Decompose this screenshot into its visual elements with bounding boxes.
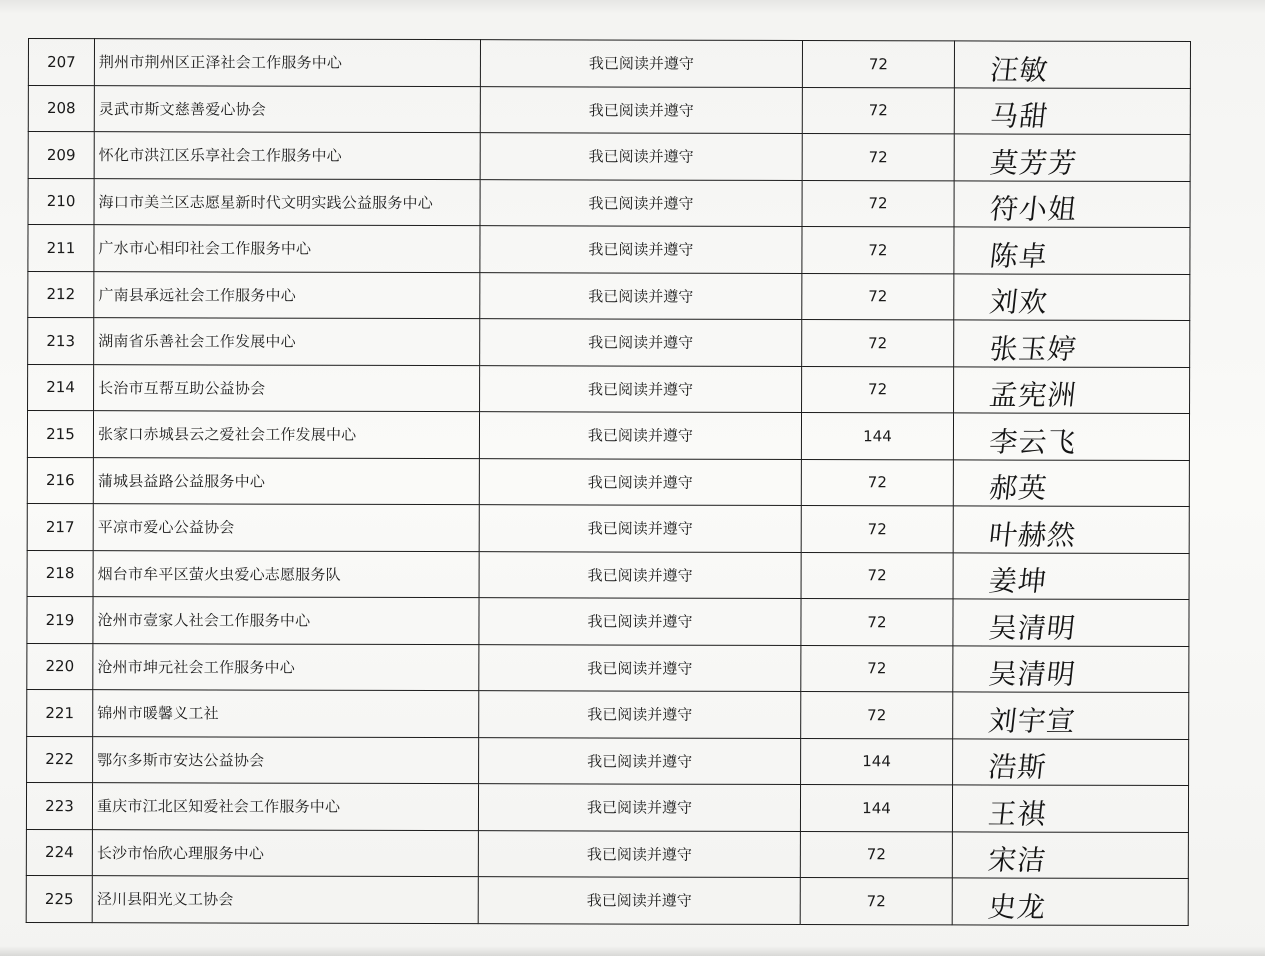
signature-cell	[952, 831, 1188, 878]
signature-cell	[954, 320, 1190, 367]
service-hours: 72	[801, 552, 953, 599]
signature-cell	[954, 273, 1190, 320]
organization-name: 海口市美兰区志愿星新时代文明实践公益服务中心	[94, 178, 480, 226]
table-row	[26, 875, 1188, 925]
compliance-statement: 我已阅读并遵守	[478, 830, 800, 877]
compliance-statement: 我已阅读并遵守	[480, 226, 802, 273]
organization-name: 鄂尔多斯市安达公益协会	[93, 736, 479, 784]
table-row	[26, 782, 1188, 832]
handwritten-signature: 叶赫然	[987, 518, 1078, 552]
organization-name: 张家口赤城县云之爱社会工作发展中心	[93, 411, 479, 459]
compliance-statement: 我已阅读并遵守	[479, 458, 801, 505]
signature-cell	[953, 459, 1189, 506]
signature-cell	[953, 506, 1189, 553]
handwritten-signature: 李云飞	[987, 425, 1079, 459]
signature-roster-table	[26, 38, 1191, 926]
compliance-statement: 我已阅读并遵守	[480, 319, 802, 366]
service-hours: 72	[802, 366, 954, 413]
organization-name: 平凉市爱心公益协会	[93, 504, 479, 552]
organization-name: 长沙市怡欣心理服务中心	[92, 829, 478, 877]
table-row	[28, 364, 1190, 414]
compliance-statement: 我已阅读并遵守	[479, 598, 801, 645]
organization-name: 广水市心相印社会工作服务中心	[94, 225, 480, 273]
handwritten-signature: 符小姐	[988, 192, 1079, 226]
service-hours: 72	[802, 41, 954, 88]
signature-cell	[953, 738, 1189, 785]
compliance-statement: 我已阅读并遵守	[479, 412, 801, 459]
signature-cell	[953, 413, 1189, 460]
table-row	[28, 132, 1190, 182]
row-number: 218	[27, 550, 93, 597]
page-bottom-edge	[0, 946, 1265, 956]
organization-name: 沧州市坤元社会工作服务中心	[93, 643, 479, 691]
row-number: 214	[28, 364, 94, 411]
row-number: 224	[26, 829, 92, 876]
handwritten-signature: 宋洁	[986, 843, 1049, 877]
organization-name: 蒲城县益路公益服务中心	[93, 457, 479, 505]
service-hours: 72	[801, 506, 953, 553]
service-hours: 72	[802, 87, 954, 134]
handwritten-signature: 刘欢	[987, 285, 1050, 319]
service-hours: 72	[801, 599, 953, 646]
row-number: 210	[28, 178, 94, 225]
signature-cell	[954, 134, 1190, 181]
page-top-edge	[0, 0, 1265, 14]
service-hours: 72	[800, 831, 952, 878]
service-hours: 72	[801, 692, 953, 739]
handwritten-signature: 王祺	[986, 797, 1049, 831]
row-number: 213	[28, 318, 94, 365]
handwritten-signature: 郝英	[987, 471, 1050, 505]
row-number: 222	[27, 736, 93, 783]
handwritten-signature: 孟宪洲	[987, 378, 1079, 412]
service-hours: 72	[802, 134, 954, 181]
table-row	[28, 85, 1190, 135]
row-number: 219	[27, 596, 93, 643]
compliance-statement: 我已阅读并遵守	[480, 40, 802, 87]
roster-body	[26, 39, 1190, 926]
service-hours: 72	[800, 878, 952, 925]
signature-cell	[953, 552, 1189, 599]
handwritten-signature: 姜坤	[987, 564, 1049, 598]
row-number: 220	[27, 643, 93, 690]
table-row	[27, 503, 1189, 553]
service-hours: 72	[802, 273, 954, 320]
table-row	[28, 39, 1190, 89]
service-hours: 144	[801, 738, 953, 785]
handwritten-signature: 马甜	[988, 99, 1051, 133]
handwritten-signature: 汪敏	[988, 53, 1051, 87]
table-row	[27, 643, 1189, 693]
compliance-statement: 我已阅读并遵守	[480, 365, 802, 412]
handwritten-signature: 张玉婷	[987, 332, 1079, 366]
row-number: 212	[28, 271, 94, 318]
row-number: 216	[27, 457, 93, 504]
table-row	[28, 318, 1190, 368]
table-row	[28, 178, 1190, 228]
row-number: 223	[26, 782, 92, 829]
handwritten-signature: 吴清明	[987, 611, 1078, 645]
signature-cell	[954, 227, 1190, 274]
signature-cell	[954, 180, 1190, 227]
row-number: 209	[28, 132, 94, 179]
organization-name: 重庆市江北区知爱社会工作服务中心	[92, 783, 478, 831]
organization-name: 锦州市暖馨义工社	[93, 690, 479, 738]
row-number: 215	[27, 411, 93, 458]
compliance-statement: 我已阅读并遵守	[480, 86, 802, 133]
row-number: 208	[28, 85, 94, 132]
service-hours: 144	[800, 785, 952, 832]
table-row	[28, 225, 1190, 275]
table-row	[27, 457, 1189, 507]
handwritten-signature: 莫芳芳	[988, 146, 1079, 180]
signature-cell	[953, 645, 1189, 692]
organization-name: 灵武市斯文慈善爱心协会	[94, 85, 480, 133]
organization-name: 湖南省乐善社会工作发展中心	[94, 318, 480, 366]
compliance-statement: 我已阅读并遵守	[479, 737, 801, 784]
signature-cell	[954, 41, 1190, 88]
organization-name: 泾川县阳光义工协会	[92, 876, 478, 924]
signature-cell	[954, 366, 1190, 413]
service-hours: 72	[801, 645, 953, 692]
handwritten-signature: 浩斯	[986, 750, 1049, 784]
table-row	[27, 736, 1189, 786]
organization-name: 怀化市洪江区乐享社会工作服务中心	[94, 132, 480, 180]
signature-cell	[952, 878, 1188, 925]
signature-cell	[953, 692, 1189, 739]
compliance-statement: 我已阅读并遵守	[478, 784, 800, 831]
compliance-statement: 我已阅读并遵守	[479, 644, 801, 691]
handwritten-signature: 史龙	[986, 890, 1048, 924]
table-row	[27, 596, 1189, 646]
table-row	[27, 550, 1189, 600]
row-number: 211	[28, 225, 94, 272]
service-hours: 72	[802, 320, 954, 367]
organization-name: 荆州市荆州区正泽社会工作服务中心	[94, 39, 480, 87]
service-hours: 144	[801, 413, 953, 460]
service-hours: 72	[801, 459, 953, 506]
handwritten-signature: 陈卓	[988, 239, 1050, 273]
table-row	[27, 411, 1189, 461]
row-number: 221	[27, 689, 93, 736]
table-row	[27, 689, 1189, 739]
row-number: 225	[26, 875, 92, 922]
table-row	[26, 829, 1188, 879]
organization-name: 沧州市壹家人社会工作服务中心	[93, 597, 479, 645]
compliance-statement: 我已阅读并遵守	[478, 877, 800, 924]
service-hours: 72	[802, 227, 954, 274]
service-hours: 72	[802, 180, 954, 227]
compliance-statement: 我已阅读并遵守	[480, 272, 802, 319]
organization-name: 烟台市牟平区萤火虫爱心志愿服务队	[93, 550, 479, 598]
signature-cell	[953, 599, 1189, 646]
table-row	[28, 271, 1190, 321]
handwritten-signature: 刘宇宣	[986, 704, 1078, 738]
signature-cell	[954, 87, 1190, 134]
compliance-statement: 我已阅读并遵守	[480, 179, 802, 226]
row-number: 217	[27, 503, 93, 550]
compliance-statement: 我已阅读并遵守	[479, 551, 801, 598]
organization-name: 广南县承远社会工作服务中心	[94, 271, 480, 319]
row-number: 207	[28, 39, 94, 86]
signature-cell	[952, 785, 1188, 832]
organization-name: 长治市互帮互助公益协会	[94, 364, 480, 412]
handwritten-signature: 吴清明	[986, 657, 1078, 691]
compliance-statement: 我已阅读并遵守	[479, 691, 801, 738]
compliance-statement: 我已阅读并遵守	[479, 505, 801, 552]
compliance-statement: 我已阅读并遵守	[480, 133, 802, 180]
